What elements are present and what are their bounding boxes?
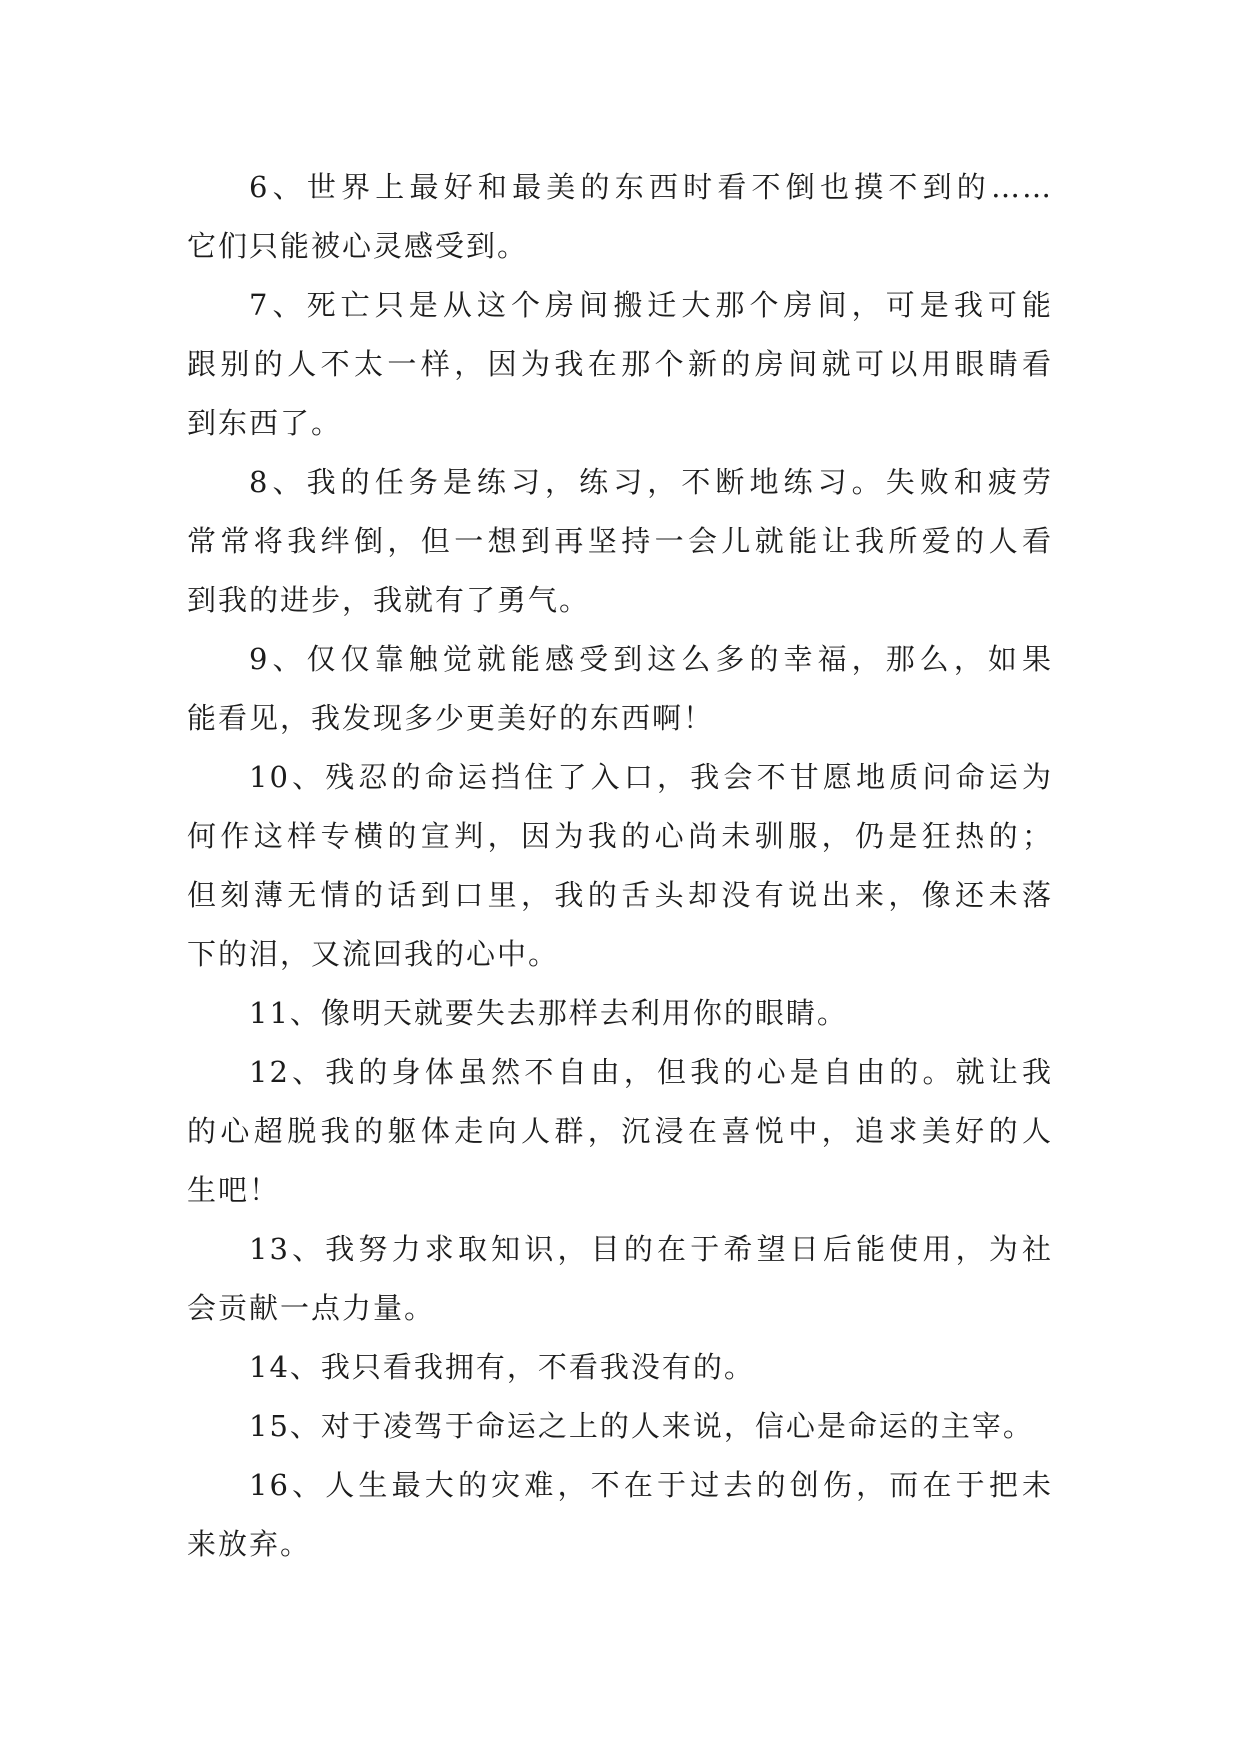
text-line: 的心超脱我的躯体走向人群，沉浸在喜悦中，追求美好的人 bbox=[187, 1114, 1053, 1148]
text-line: 9、仅仅靠触觉就能感受到这么多的幸福，那么，如果 bbox=[249, 642, 1053, 676]
text-line: 来放弃。 bbox=[187, 1527, 312, 1561]
quote-paragraph-9 bbox=[187, 630, 1053, 748]
text-line: 到东西了。 bbox=[187, 406, 343, 440]
text-line: 16、人生最大的灾难，不在于过去的创伤，而在于把未 bbox=[249, 1468, 1053, 1502]
text-line: 10、残忍的命运挡住了入口，我会不甘愿地质问命运为 bbox=[249, 760, 1053, 794]
text-line: 它们只能被心灵感受到。 bbox=[187, 229, 529, 263]
quote-paragraph-16 bbox=[187, 1456, 1053, 1574]
quote-paragraph-13 bbox=[187, 1220, 1053, 1338]
text-line: 8、我的任务是练习，练习，不断地练习。失败和疲劳 bbox=[249, 465, 1053, 499]
quote-paragraph-11 bbox=[187, 984, 1053, 1043]
text-line: 14、我只看我拥有，不看我没有的。 bbox=[249, 1350, 755, 1384]
text-line: 会贡献一点力量。 bbox=[187, 1291, 436, 1325]
quote-paragraph-8 bbox=[187, 453, 1053, 630]
text-line: 常常将我绊倒，但一想到再坚持一会儿就能让我所爱的人看 bbox=[187, 524, 1053, 558]
quote-paragraph-6 bbox=[187, 158, 1053, 276]
text-line: 跟别的人不太一样，因为我在那个新的房间就可以用眼睛看 bbox=[187, 347, 1053, 381]
document-body bbox=[187, 158, 1053, 1574]
text-line: 生吧！ bbox=[187, 1173, 281, 1207]
text-line: 7、死亡只是从这个房间搬迁大那个房间，可是我可能 bbox=[249, 288, 1053, 322]
quote-paragraph-15 bbox=[187, 1397, 1053, 1456]
text-line: 但刻薄无情的话到口里，我的舌头却没有说出来，像还未落 bbox=[187, 878, 1053, 912]
text-line: 到我的进步，我就有了勇气。 bbox=[187, 583, 591, 617]
quote-paragraph-10 bbox=[187, 748, 1053, 984]
quote-paragraph-12 bbox=[187, 1043, 1053, 1220]
text-line: 何作这样专横的宣判，因为我的心尚未驯服，仍是狂热的； bbox=[187, 819, 1053, 853]
quote-paragraph-14 bbox=[187, 1338, 1053, 1397]
text-line: 能看见，我发现多少更美好的东西啊！ bbox=[187, 701, 715, 735]
quote-paragraph-7 bbox=[187, 276, 1053, 453]
text-line: 13、我努力求取知识，目的在于希望日后能使用，为社 bbox=[249, 1232, 1053, 1266]
text-line: 11、像明天就要失去那样去利用你的眼睛。 bbox=[249, 996, 848, 1030]
text-line: 下的泪，又流回我的心中。 bbox=[187, 937, 560, 971]
text-line: 6、世界上最好和最美的东西时看不倒也摸不到的…… bbox=[249, 170, 1053, 204]
text-line: 12、我的身体虽然不自由，但我的心是自由的。就让我 bbox=[249, 1055, 1053, 1089]
text-line: 15、对于凌驾于命运之上的人来说，信心是命运的主宰。 bbox=[249, 1409, 1034, 1443]
